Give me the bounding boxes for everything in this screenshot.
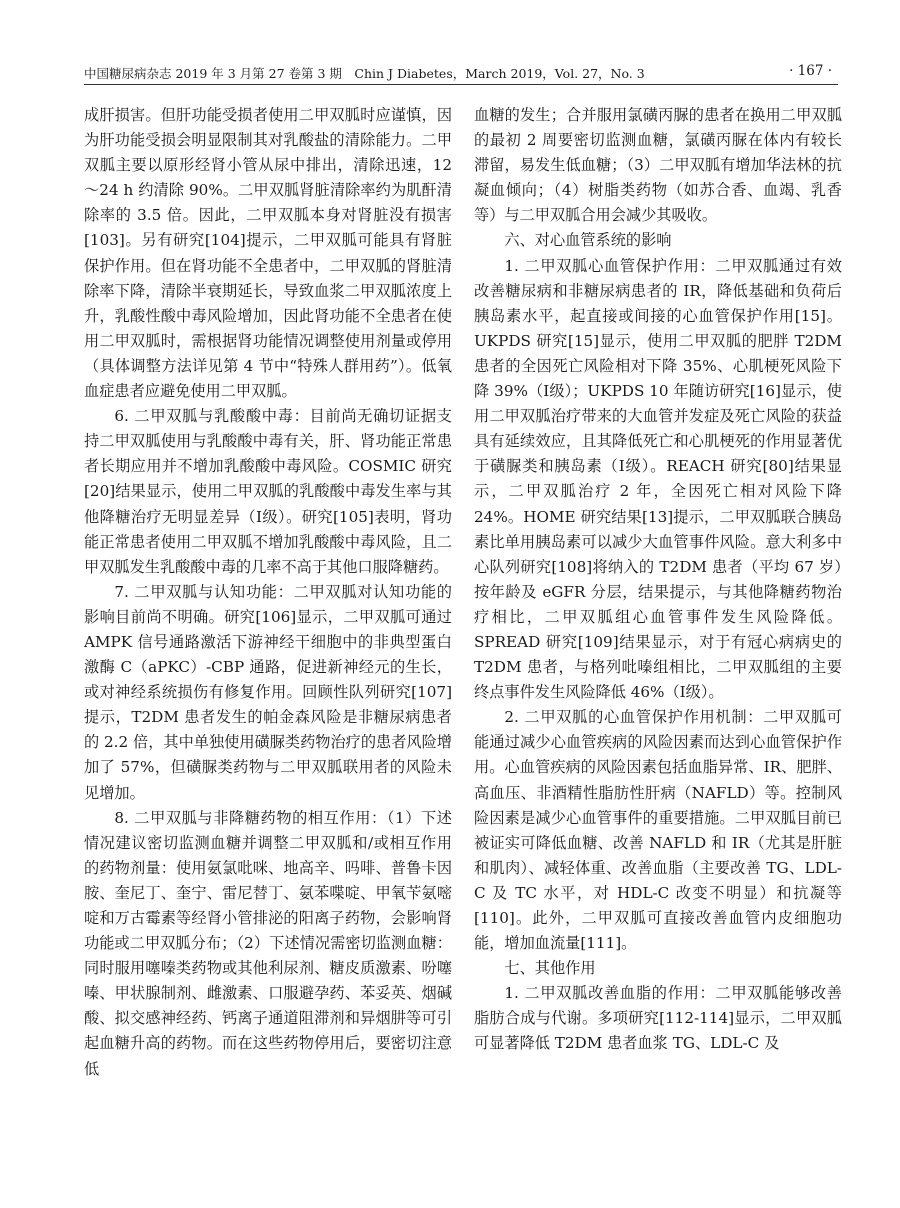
- paragraph-cv-mechanism: 2. 二甲双胍的心血管保护作用机制：二甲双胍可能通过减少心血管疾病的风险因素而达到心血管保护作用。心血管疾病的风险因素包括血脂异常、IR、肥胖、高血压、非酒精性脂肪性肝病（NAFLD）等。控制风险因素是减少心血管事件的重要措施。二甲双胍目前已被证实可降低血糖、改善 NAFLD 和 IR（尤其是肝脏和肌肉）、减轻体重、改善血脂（主要改善 TG、LDL-C 及 TC 水平，对 HDL-C 改变不明显）和抗凝等[110]。此外，二甲双胍可直接改善血管内皮细胞功能，增加血流量[111]。: [474, 708, 842, 953]
- left-column: [84, 103, 452, 1082]
- paragraph-cv-protection: 1. 二甲双胍心血管保护作用：二甲双胍通过有效改善糖尿病和非糖尿病患者的 IR，降低基础和负荷后胰岛素水平，起直接或间接的心血管保护作用[15]。UKPDS 研究[15]显示，使用二甲双胍的肥胖 T2DM 患者的全因死亡风险相对下降 35%、心肌梗死风险下降 39%（Ⅰ级）；UKPDS 10 年随访研究[16]显示，使用二甲双胍治疗带来的大血管并发症及死亡风险的获益具有延续效应，且其降低死亡和心肌梗死的作用显著优于磺脲类和胰岛素（Ⅰ级）。REACH 研究[80]结果显示，二甲双胍治疗 2 年，全因死亡相对风险下降 24%。HOME 研究结果[13]提示，二甲双胍联合胰岛素比单用胰岛素可以减少大血管事件风险。意大利多中心队列研究[108]将纳入的 T2DM 患者（平均 67 岁）按年龄及 eGFR 分层，结果提示，与其他降糖药物治疗相比，二甲双胍组心血管事件发生风险降低。SPREAD 研究[109]结果显示，对于有冠心病病史的 T2DM 患者，与格列吡嗪组相比，二甲双胍组的主要终点事件发生风险降低 46%（Ⅰ级）。: [474, 256, 842, 702]
- paragraph-lactic-acidosis: 6. 二甲双胍与乳酸酸中毒：目前尚无确切证据支持二甲双胍使用与乳酸酸中毒有关，肝、肾功能正常患者长期应用并不增加乳酸酸中毒风险。COSMIC 研究[20]结果显示，使用二甲双胍的乳酸酸中毒发生率与其他降糖治疗无明显差异（Ⅰ级）。研究[105]表明，肾功能正常患者使用二甲双胍不增加乳酸酸中毒风险，且二甲双胍发生乳酸酸中毒的几率不高于其他口服降糖药。: [84, 407, 452, 576]
- paragraph-lipids: 1. 二甲双胍改善血脂的作用：二甲双胍能够改善脂肪合成与代谢。多项研究[112-114]显示，二甲双胍可显著降低 T2DM 患者血浆 TG、LDL-C 及: [474, 984, 842, 1053]
- page-number: · 167 ·: [789, 63, 832, 79]
- section-heading-cardiovascular: 六、对心血管系统的影响: [504, 231, 672, 250]
- section-heading-other: 七、其他作用: [504, 959, 596, 978]
- paragraph-drug-interaction: 8. 二甲双胍与非降糖药物的相互作用：（1）下述情况建议密切监测血糖并调整二甲双胍和/或相互作用的药物剂量：使用氨氯吡咪、地高辛、吗啡、普鲁卡因胺、奎尼丁、奎宁、雷尼替丁、氨苯喋啶、甲氧苄氨嘧啶和万古霉素等经肾小管排泌的阳离子药物，会影响肾功能或二甲双胍分布；（2）下述情况需密切监测血糖：同时服用噻嗪类药物或其他利尿剂、糖皮质激素、吩噻嗪、甲状腺制剂、雌激素、口服避孕药、苯妥英、烟碱酸、拟交感神经药、钙离子通道阻滞剂和异烟肼等可引起血糖升高的药物。而在这些药物停用后，要密切注意低: [84, 808, 452, 1078]
- running-header: [84, 62, 838, 85]
- right-column: [474, 103, 842, 1057]
- paragraph-renal: 成肝损害。但肝功能受损者使用二甲双胍时应谨慎，因为肝功能受损会明显限制其对乳酸盐的清除能力。二甲双胍主要以原形经肾小管从尿中排出，清除迅速，12～24 h 约清除 90%。二甲双胍肾脏清除率约为肌酐清除率的 3.5 倍。因此，二甲双胍本身对肾脏没有损害[103]。另有研究[104]提示，二甲双胍可能具有肾脏保护作用。但在肾功能不全患者中，二甲双胍的肾脏清除率下降，清除半衰期延长，导致血浆二甲双胍浓度上升，乳酸性酸中毒风险增加，因此肾功能不全患者在使用二甲双胍时，需根据肾功能情况调整使用剂量或停用（具体调整方法详见第 4 节中“特殊人群用药”）。低氧血症患者应避免使用二甲双胍。: [84, 106, 452, 401]
- paragraph-cognitive: 7. 二甲双胍与认知功能：二甲双胍对认知功能的影响目前尚不明确。研究[106]显示，二甲双胍可通过 AMPK 信号通路激活下游神经干细胞中的非典型蛋白激酶 C（aPKC）-CBP 通路，促进新神经元的生长，或对神经系统损伤有修复作用。回顾性队列研究[107]提示，T2DM 患者发生的帕金森风险是非糖尿病患者的 2.2 倍，其中单独使用磺脲类药物治疗的患者风险增加了 57%，但磺脲类药物与二甲双胍联用者的风险未见增加。: [84, 582, 452, 802]
- journal-citation: 中国糖尿病杂志 2019 年 3 月第 27 卷第 3 期 Chin J Diabetes，March 2019，Vol. 27，No. 3: [84, 66, 645, 81]
- paragraph-hypoglycemia: 血糖的发生；合并服用氯磺丙脲的患者在换用二甲双胍的最初 2 周要密切监测血糖，氯磺丙脲在体内有较长滞留，易发生低血糖；（3）二甲双胍有增加华法林的抗凝血倾向；（4）树脂类药物（如苏合香、血竭、乳香等）与二甲双胍合用会减少其吸收。: [474, 106, 842, 225]
